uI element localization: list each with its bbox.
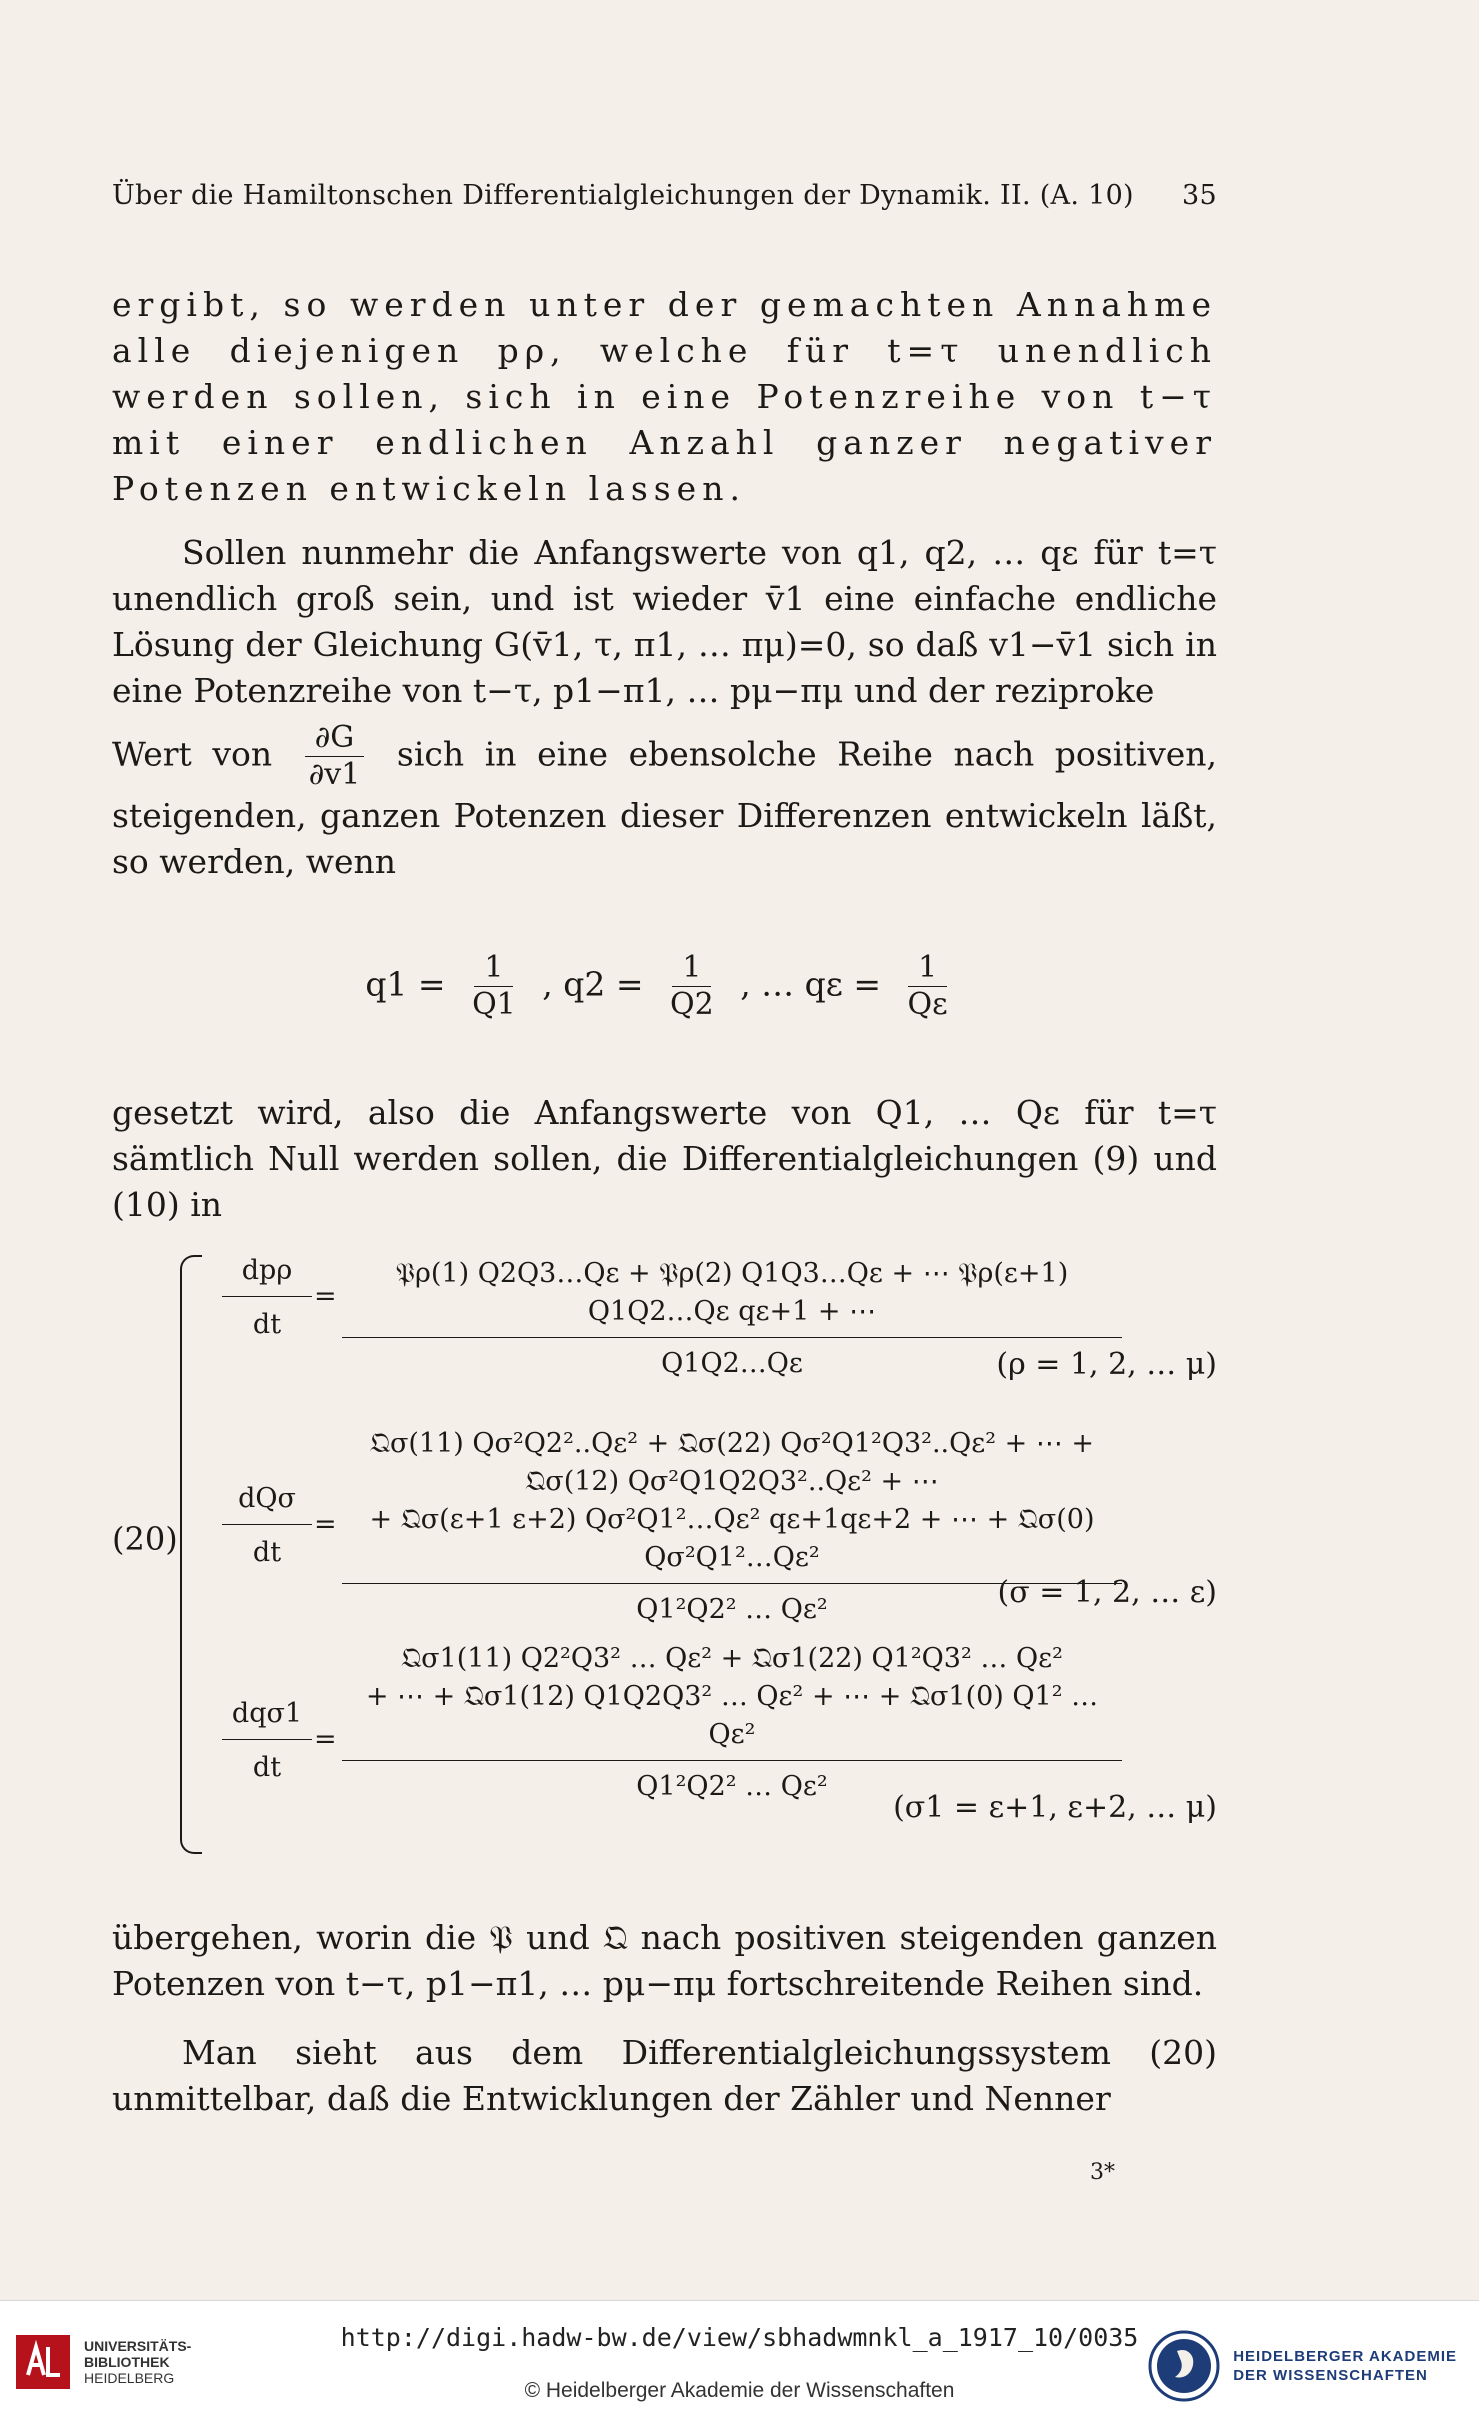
signature-mark: 3* [1090, 2160, 1115, 2185]
running-title: Über die Hamiltonschen Differentialgleichungen der Dynamik. II. (A. 10) [112, 180, 1134, 211]
row1-lhs-num: dpρ [222, 1255, 312, 1297]
eq-q1-den: Q1 [472, 987, 516, 1022]
academy-logo[interactable] [1147, 2329, 1457, 2403]
eq-q2-fraction [660, 950, 724, 1023]
row3-condition: (σ1 = ε+1, ε+2, … μ) [893, 1790, 1217, 1825]
running-header [112, 180, 1217, 211]
row3-rhs-den: Q1²Q2² … Qε² [636, 1771, 828, 1802]
equation-q-reciprocals [112, 950, 1217, 1023]
permalink-url[interactable]: http://digi.hadw-bw.de/view/sbhadwmnkl_a_1917_10/0035 [340, 2323, 1139, 2352]
paragraph-1 [112, 282, 1217, 512]
paragraph-5-text: Man sieht aus dem Differentialgleichungssystem (20) unmittelbar, daß die Entwicklungen der Zähler und Nenner [112, 2033, 1217, 2118]
row1-equals: = [314, 1281, 337, 1312]
row3-rhs-num-line2: + ⋯ + 𝔔σ1(12) Q1Q2Q3² … Qε² + ⋯ + 𝔔σ1(0) Q1² … Qε² [342, 1678, 1122, 1761]
eq-q1-num: 1 [474, 950, 513, 987]
copyright-text: © Heidelberger Akademie der Wissenschaften [524, 2379, 955, 2402]
paragraph-2 [112, 530, 1217, 885]
equation-system-20 [112, 1255, 1217, 1855]
eq-qe-den: Qε [907, 987, 948, 1022]
fraction-denominator: ∂v1 [308, 757, 361, 792]
row2-lhs [222, 1483, 312, 1568]
eq-q2-label: , q2 = [542, 964, 644, 1004]
row1-lhs-den: dt [252, 1309, 282, 1340]
paragraph-1-text: ergibt, so werden unter der gemachten Annahme alle diejenigen pρ, welche für t=τ unendlich werden sollen, sich in eine Potenzreihe von t−τ mit einer endlichen Anzahl ganzer negativer Potenzen entwickeln lassen. [112, 285, 1217, 508]
paragraph-2a-text: Sollen nunmehr die Anfangswerte von q1, q2, … qε für t=τ unendlich groß sein, und ist wieder v̄1 eine einfache endliche Lösung der Gleichung G(v̄1, τ, π1, … πμ)=0, so daß v1−v̄1 sich in eine Potenzreihe von t−τ, p1−π1, … pμ−πμ und der reziproke [112, 533, 1217, 710]
academy-name-line1: HEIDELBERGER AKADEMIE [1233, 2348, 1457, 2365]
library-name-line3: HEIDELBERG [84, 2370, 175, 2386]
system-brace [180, 1255, 202, 1854]
row3-lhs-den: dt [252, 1752, 282, 1783]
row2-rhs-den: Q1²Q2² … Qε² [636, 1594, 828, 1625]
row2-rhs-num-line2: + 𝔔σ(ε+1 ε+2) Qσ²Q1²…Qε² qε+1qε+2 + ⋯ + 𝔔σ(0) Qσ²Q1²…Qε² [342, 1501, 1122, 1584]
library-name-line2: BIBLIOTHEK [84, 2354, 170, 2370]
eq-qe-num: 1 [908, 950, 947, 987]
paragraph-2b [112, 720, 1217, 885]
eq-q2-den: Q2 [670, 987, 714, 1022]
row3-rhs-num-line1: 𝔔σ1(11) Q2²Q3² … Qε² + 𝔔σ1(22) Q1²Q3² … Qε² [401, 1643, 1063, 1674]
row2-equals: = [314, 1509, 337, 1540]
paragraph-4 [112, 1915, 1217, 2007]
row1-rhs-den: Q1Q2…Qε [661, 1348, 803, 1379]
academy-name-line2: DER WISSENSCHAFTEN [1233, 2367, 1428, 2384]
row3-lhs-num: dqσ1 [222, 1698, 312, 1740]
paragraph-4-text: übergehen, worin die 𝔓 und 𝔔 nach positiven steigenden ganzen Potenzen von t−τ, p1−π1, … pμ−πμ fortschreitende Reihen sind. [112, 1918, 1217, 2003]
row2-rhs-num-line1: 𝔔σ(11) Qσ²Q2²..Qε² + 𝔔σ(22) Qσ²Q1²Q3²..Qε² + ⋯ + 𝔔σ(12) Qσ²Q1Q2Q3²..Qε² + ⋯ [369, 1428, 1095, 1497]
fraction-numerator: ∂G [305, 720, 364, 757]
row2-condition: (σ = 1, 2, … ε) [997, 1575, 1217, 1610]
row1-condition: (ρ = 1, 2, … μ) [996, 1347, 1217, 1382]
row2-lhs-num: dQσ [222, 1483, 312, 1525]
row1-lhs [222, 1255, 312, 1340]
paragraph-2b-text: sich in eine ebensolche Reihe nach positiven, steigenden, ganzen Potenzen dieser Differenzen entwickeln läßt, so werden, wenn [112, 734, 1217, 881]
paragraph-3-text: gesetzt wird, also die Anfangswerte von Q1, … Qε für t=τ sämtlich Null werden sollen, die Differentialgleichungen (9) und (10) in [112, 1093, 1217, 1224]
academy-seal-icon [1147, 2329, 1221, 2403]
row1-rhs-num: 𝔓ρ(1) Q2Q3…Qε + 𝔓ρ(2) Q1Q3…Qε + ⋯ 𝔓ρ(ε+1) Q1Q2…Qε qε+1 + ⋯ [342, 1255, 1122, 1338]
paragraph-5 [112, 2030, 1217, 2122]
partial-derivative-fraction [299, 720, 371, 793]
academy-name [1233, 2347, 1457, 2385]
paragraph-3 [112, 1090, 1217, 1228]
row3-equals: = [314, 1724, 337, 1755]
wert-von-label: Wert von [112, 734, 273, 774]
equation-number: (20) [112, 1520, 178, 1558]
eq-q2-num: 1 [672, 950, 711, 987]
eq-q1-label: q1 = [365, 964, 446, 1004]
row3-rhs [342, 1640, 1122, 1802]
row2-lhs-den: dt [252, 1537, 282, 1568]
eq-q1-fraction [462, 950, 526, 1023]
eq-qe-fraction [898, 950, 958, 1023]
library-name-line1: UNIVERSITÄTS- [84, 2338, 192, 2354]
row3-lhs [222, 1698, 312, 1783]
page-number: 35 [1182, 180, 1217, 211]
eq-qe-label: , … qε = [740, 964, 882, 1004]
viewer-footer [0, 2300, 1479, 2424]
